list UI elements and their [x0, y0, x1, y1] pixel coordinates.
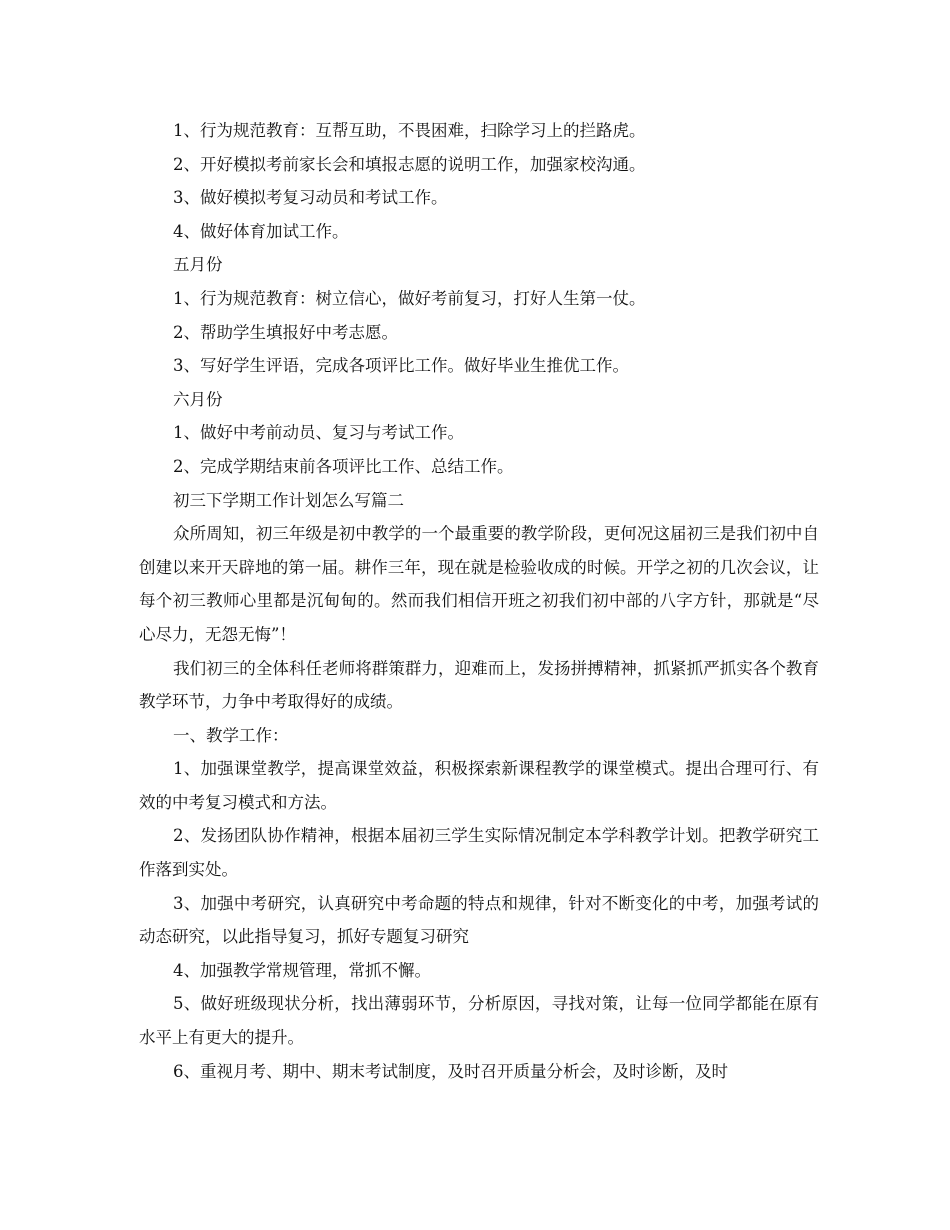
section-heading-june: 六月份 — [173, 389, 223, 409]
paragraph: 1、行为规范教育：树立信心，做好考前复习，打好人生第一仗。 — [173, 288, 646, 308]
paragraph: 2、完成学期结束前各项评比工作、总结工作。 — [173, 456, 514, 476]
paragraph: 1、做好中考前动员、复习与考试工作。 — [173, 423, 464, 443]
paragraph: 3、加强中考研究，认真研究中考命题的特点和规律，针对不断变化的中考，加强考试的动态研究，以此指导复习，抓好专题复习研究 — [139, 893, 819, 947]
paragraph: 2、帮助学生填报好中考志愿。 — [173, 322, 398, 342]
paragraph: 2、发扬团队协作精神，根据本届初三学生实际情况制定本学科教学计划。把教学研究工作落到实处。 — [139, 826, 819, 880]
paragraph: 我们初三的全体科任老师将群策群力，迎难而上，发扬拼搏精神，抓紧抓严抓实各个教育教学环节，力争中考取得好的成绩。 — [139, 658, 819, 712]
section-heading-may: 五月份 — [173, 255, 223, 275]
paragraph: 2、开好模拟考前家长会和填报志愿的说明工作，加强家校沟通。 — [173, 154, 646, 174]
article-title: 初三下学期工作计划怎么写篇二 — [173, 490, 404, 510]
paragraph: 6、重视月考、期中、期末考试制度，及时召开质量分析会，及时诊断，及时 — [173, 1061, 728, 1081]
paragraph: 5、做好班级现状分析，找出薄弱环节，分析原因，寻找对策，让每一位同学都能在原有水平上有更大的提升。 — [139, 994, 819, 1048]
paragraph: 4、做好体育加试工作。 — [173, 221, 349, 241]
document-body — [139, 114, 819, 1088]
paragraph: 3、写好学生评语，完成各项评比工作。做好毕业生推优工作。 — [173, 356, 629, 376]
paragraph: 1、加强课堂教学，提高课堂效益，积极探索新课程教学的课堂模式。提出合理可行、有效的中考复习模式和方法。 — [139, 759, 819, 812]
paragraph: 3、做好模拟考复习动员和考试工作。 — [173, 188, 448, 208]
section-heading-teaching: 一、教学工作： — [173, 725, 289, 745]
paragraph: 众所周知，初三年级是初中教学的一个最重要的教学阶段，更何况这届初三是我们初中自创建以来开天辟地的第一届。耕作三年，现在就是检验收成的时候。开学之初的几次会议，让每个初三教师心里都是沉甸甸的。然而我们相信开班之初我们初中部的八字方针，那就是“尽心尽力，无怨无悔”！ — [139, 524, 819, 644]
paragraph: 1、行为规范教育：互帮互助，不畏困难，扫除学习上的拦路虎。 — [173, 121, 646, 140]
paragraph: 4、加强教学常规管理，常抓不懈。 — [173, 960, 431, 980]
